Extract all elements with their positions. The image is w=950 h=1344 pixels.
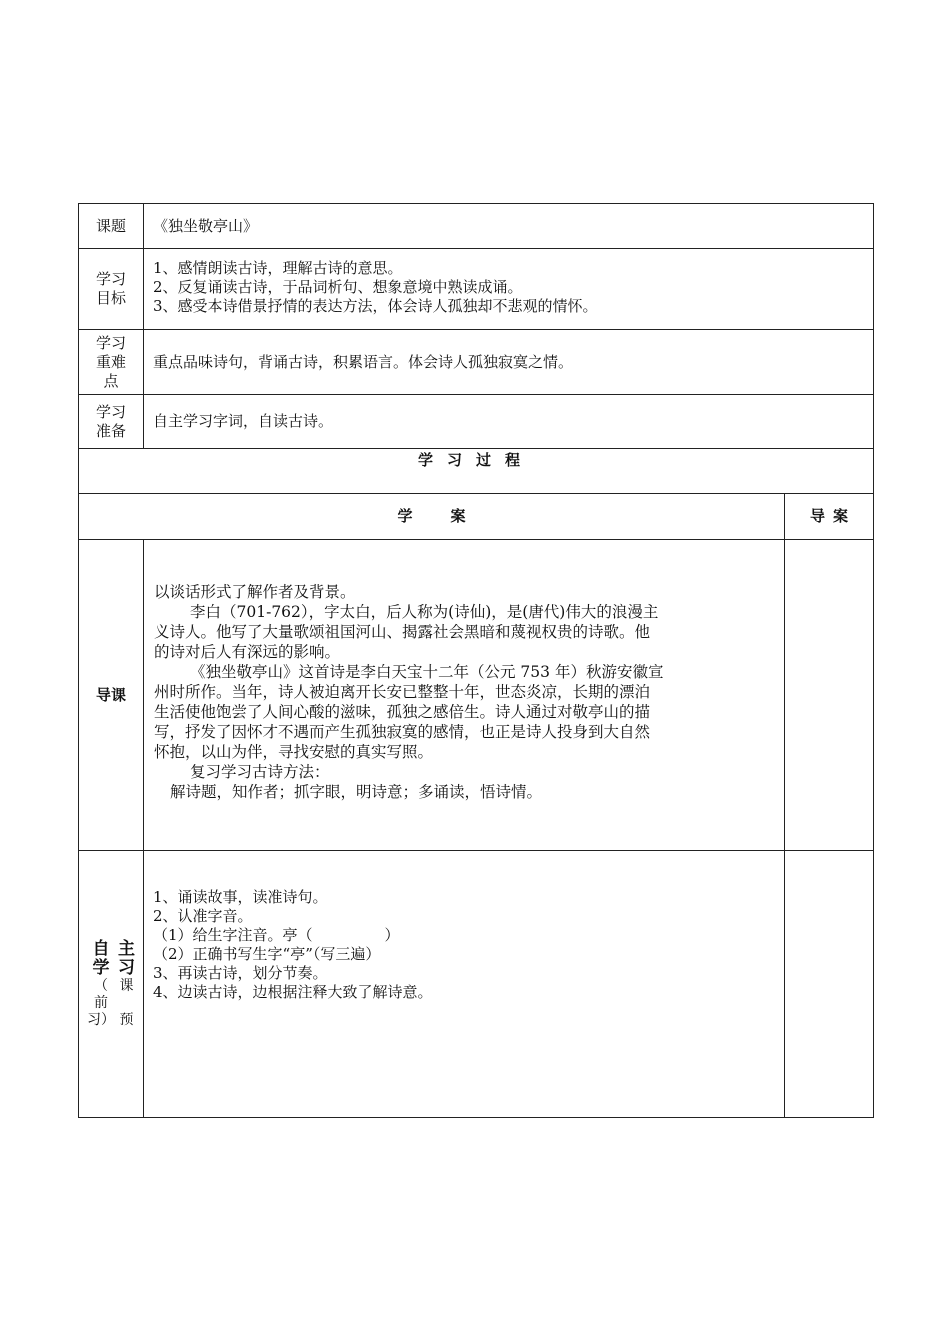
self-study-line: 4、边读古诗，边根据注释大致了解诗意。	[153, 983, 433, 1001]
process-title-row	[79, 449, 874, 494]
self-study-guide-cell	[785, 851, 874, 1118]
goals-label: 学习 目标	[79, 249, 144, 330]
goal-item: 1、感情朗读古诗，理解古诗的意思。	[153, 259, 403, 277]
self-study-line: 2、认准字音。	[153, 907, 253, 925]
goal-item: 3、感受本诗借景抒情的表达方法，体会诗人孤独却不悲观的情怀。	[153, 297, 598, 315]
key-points-label: 学习 重难 点	[79, 330, 144, 395]
intro-content	[144, 540, 785, 851]
process-title: 学习过程	[79, 449, 874, 494]
intro-line: 怀抱，以山为伴，寻找安慰的真实写照。	[154, 743, 434, 761]
preparation-row	[79, 395, 874, 449]
intro-line: 州时所作。当年，诗人被迫离开长安已整整十年，世态炎凉，长期的漂泊	[154, 683, 651, 701]
key-points-row	[79, 330, 874, 395]
self-study-line: 1、诵读故事，读准诗句。	[153, 888, 328, 906]
intro-line: 写，抒发了因怀才不遇而产生孤独寂寞的感情，也正是诗人投身到大自然	[154, 723, 651, 741]
self-study-line: （2）正确书写生字“亭”（写三遍）	[153, 945, 381, 963]
goals-row	[79, 249, 874, 330]
preparation-value: 自主学习字词，自读古诗。	[144, 395, 874, 449]
preparation-label: 学习 准备	[79, 395, 144, 449]
header-row	[79, 494, 874, 540]
intro-row	[79, 540, 874, 851]
study-plan-header: 学案	[79, 494, 785, 540]
topic-row	[79, 204, 874, 249]
intro-line: 以谈话形式了解作者及背景。	[154, 583, 356, 601]
topic-label: 课题	[79, 204, 144, 249]
self-study-row	[79, 851, 874, 1118]
guide-plan-header: 导案	[785, 494, 874, 540]
self-study-line: 3、再读古诗，划分节奏。	[153, 964, 328, 982]
self-study-content	[144, 851, 785, 1118]
intro-label: 导课	[79, 540, 144, 851]
topic-value: 《独坐敬亭山》	[144, 204, 874, 249]
intro-line: 解诗题，知作者；抓字眼，明诗意；多诵读，悟诗情。	[170, 783, 543, 801]
self-study-label: 自 学 （ 前 习） 主 习 课 预	[79, 851, 144, 1118]
intro-line: 《独坐敬亭山》这首诗是李白天宝十二年（公元 753 年）秋游安徽宣	[190, 663, 664, 681]
intro-line: 的诗对后人有深远的影响。	[154, 643, 341, 661]
intro-line: 复习学习古诗方法：	[190, 763, 330, 781]
goal-item: 2、反复诵读古诗，于品词析句、想象意境中熟读成诵。	[153, 278, 523, 296]
intro-guide-cell	[785, 540, 874, 851]
intro-line: 生活使他饱尝了人间心酸的滋味，孤独之感倍生。诗人通过对敬亭山的描	[154, 703, 651, 721]
lesson-plan-table	[78, 203, 874, 1118]
goals-list	[144, 249, 874, 330]
self-study-line: （1）给生字注音。亭（ ）	[153, 926, 400, 944]
key-points-value: 重点品味诗句，背诵古诗，积累语言。体会诗人孤独寂寞之情。	[144, 330, 874, 395]
intro-line: 义诗人。他写了大量歌颂祖国河山、揭露社会黑暗和蔑视权贵的诗歌。他	[154, 623, 651, 641]
intro-line: 李白（701-762），字太白，后人称为(诗仙)，是(唐代)伟大的浪漫主	[190, 603, 659, 621]
